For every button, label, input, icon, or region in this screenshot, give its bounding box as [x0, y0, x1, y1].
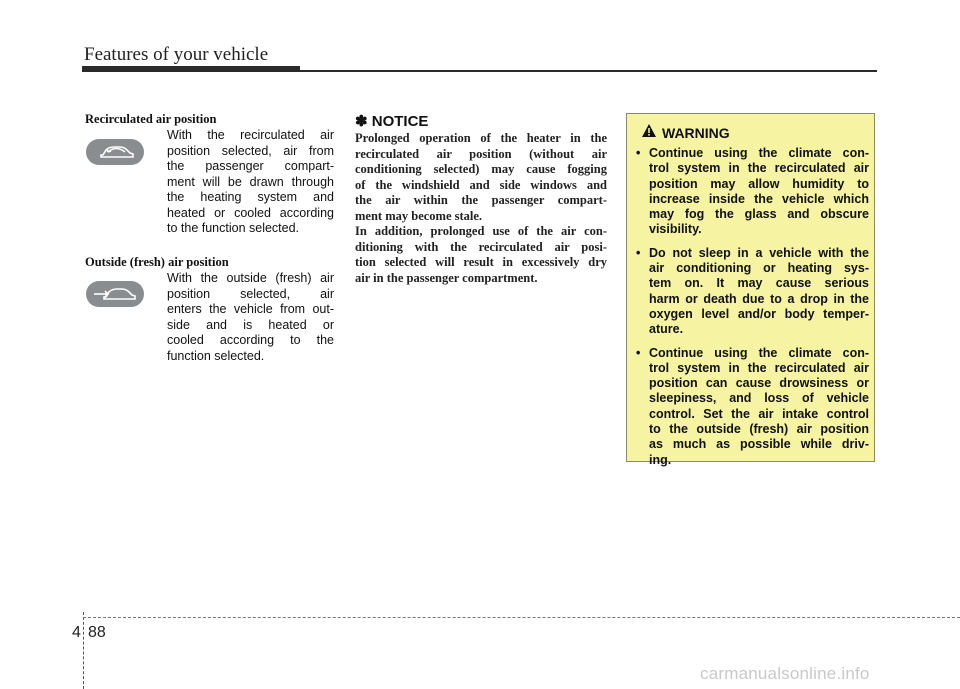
- desc-line: enters the vehicle from out-: [167, 302, 334, 316]
- chapter-number: 4: [72, 624, 81, 641]
- notice-line: air in the passenger compartment.: [355, 270, 538, 285]
- warning-list: [635, 146, 869, 476]
- recirculated-description: [167, 128, 334, 237]
- warning-item: [635, 246, 869, 338]
- desc-line: position selected, air from: [167, 143, 334, 158]
- notice-line: ditioning with the recirculated air posi-: [355, 239, 607, 254]
- warning-line: ature.: [649, 322, 684, 337]
- header-rule-thin: [300, 70, 877, 72]
- notice-line: In addition, prolonged use of the air con-: [355, 224, 607, 238]
- notice-line: conditioning selected) may cause fogging: [355, 162, 607, 176]
- warning-line: air conditioning or heating sys-: [649, 261, 869, 276]
- recirculated-air-icon: [86, 139, 144, 165]
- notice-line: Prolonged operation of the heater in the: [355, 131, 607, 145]
- desc-line: cooled according to the: [167, 333, 334, 347]
- outside-heading: Outside (fresh) air position: [85, 255, 229, 269]
- warning-header: [641, 122, 730, 144]
- page-number: 88: [88, 624, 106, 641]
- warning-line: visibility.: [649, 222, 702, 237]
- warning-line: increase inside the vehicle which: [649, 191, 869, 206]
- warning-line: trol system in the recirculated air: [649, 161, 869, 176]
- recirculated-heading: Recirculated air position: [85, 112, 217, 126]
- notice-line: tion selected will result in excessively dry: [355, 255, 607, 269]
- warning-line: harm or death due to a drop in the: [649, 291, 869, 306]
- warning-triangle-icon: [641, 123, 657, 143]
- desc-line: the passenger compart-: [167, 159, 334, 173]
- bullet: •: [636, 345, 641, 360]
- footer-divider-vertical: [83, 612, 84, 689]
- desc-line: heated or cooled according: [167, 205, 334, 220]
- warning-item: [635, 146, 869, 238]
- warning-line: to the outside (fresh) air position: [649, 422, 869, 437]
- notice-body: [355, 131, 607, 286]
- warning-line: control. Set the air intake control: [649, 406, 869, 421]
- desc-line: to the function selected.: [167, 221, 300, 235]
- warning-line: Continue using the climate con-: [649, 146, 869, 160]
- outside-description: [167, 271, 334, 364]
- warning-item: [635, 346, 869, 468]
- warning-line: Continue using the climate con-: [649, 345, 869, 360]
- bullet: •: [636, 245, 641, 260]
- notice-line: ment may become stale.: [355, 208, 483, 223]
- desc-line: ment will be drawn through: [167, 174, 334, 189]
- outside-air-icon: [86, 281, 144, 307]
- page-header-title: Features of your vehicle: [84, 44, 269, 65]
- desc-line: the heating system and: [167, 190, 334, 204]
- bullet: •: [636, 146, 641, 160]
- warning-line: ing.: [649, 452, 672, 467]
- notice-line: recirculated air position (without air: [355, 146, 607, 161]
- notice-title: ✽ NOTICE: [355, 113, 429, 130]
- warning-line: sleepiness, and loss of vehicle: [649, 391, 869, 406]
- warning-line: trol system in the recirculated air: [649, 360, 869, 375]
- warning-line: oxygen level and/or body temper-: [649, 306, 869, 321]
- desc-line: side and is heated or: [167, 317, 334, 332]
- watermark-text: carmanualsonline.info: [700, 664, 870, 683]
- warning-line: may fog the glass and obscure: [649, 207, 869, 222]
- desc-line: With the recirculated air: [167, 128, 334, 142]
- warning-line: tem on. It may cause serious: [649, 276, 869, 291]
- warning-line: position may allow humidity to: [649, 176, 869, 191]
- desc-line: With the outside (fresh) air: [167, 271, 334, 285]
- notice-line: the air within the passenger compart-: [355, 193, 607, 207]
- notice-line: of the windshield and side windows and: [355, 177, 607, 192]
- warning-title: WARNING: [662, 125, 730, 141]
- footer-divider-horizontal: [83, 617, 960, 618]
- desc-line: position selected, air: [167, 286, 334, 301]
- warning-line: as much as possible while driv-: [649, 437, 869, 452]
- warning-line: Do not sleep in a vehicle with the: [649, 245, 869, 260]
- warning-line: position can cause drowsiness or: [649, 376, 869, 391]
- warning-box: [626, 113, 875, 467]
- header-rule-thick: [82, 66, 300, 72]
- desc-line: function selected.: [167, 348, 265, 363]
